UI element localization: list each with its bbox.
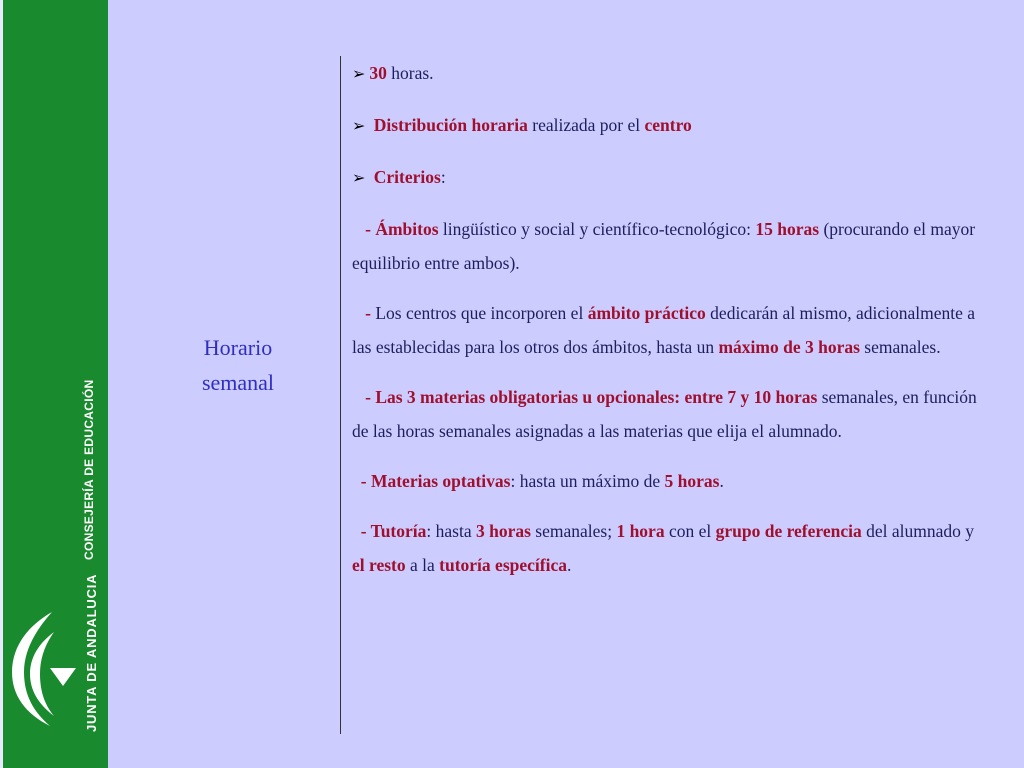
tutoring-group: grupo de referencia — [715, 521, 862, 541]
title-line-1: Horario — [203, 335, 273, 360]
ambitos-text: lingüístico y social y científico-tecnológico: — [438, 219, 756, 239]
arrow-bullet-icon: ➢ — [352, 118, 366, 135]
tutoring-one-hour: 1 hora — [616, 521, 665, 541]
tutoring-rest: el resto — [352, 555, 406, 575]
optional-text: : hasta un máximo de — [510, 471, 665, 491]
optional-label: - Materias optativas — [360, 471, 511, 491]
tutoring-text-1: : hasta — [426, 521, 476, 541]
practical-text-1: Los centros que incorporen el — [375, 303, 588, 323]
ambitos-hours: 15 horas — [755, 219, 820, 239]
section-title — [178, 330, 298, 400]
tutoring-specific: tutoría específica — [439, 555, 567, 575]
tutoring-text-4: del alumnado y — [861, 521, 975, 541]
subjects-text: semanales, en función de las horas semanales asignadas a las materias que elija el alumnado. — [352, 387, 977, 441]
distribution-center: centro — [644, 115, 692, 135]
criteria-colon: : — [440, 167, 446, 187]
item-criteria — [352, 160, 984, 196]
optional-hours: 5 horas — [664, 471, 720, 491]
arrow-bullet-icon: ➢ — [352, 170, 366, 187]
title-line-2: semanal — [201, 370, 275, 395]
ambitos-note: (procurando el mayor equilibrio entre ambos). — [352, 219, 976, 273]
department-label: CONSEJERÍA DE EDUCACIÓN — [82, 379, 96, 560]
tutoring-text-3: con el — [664, 521, 716, 541]
tutoring-text-5: a la — [405, 555, 440, 575]
distribution-text: realizada por el — [527, 115, 645, 135]
sidebar-edge — [0, 0, 3, 768]
practical-text-2: dedicarán al mismo, adicionalmente a las establecidas para los otros dos ámbitos, hasta un — [352, 303, 975, 357]
item-hours — [352, 56, 984, 92]
item-optional — [352, 464, 984, 498]
optional-period: . — [719, 471, 724, 491]
practical-scope: ámbito práctico — [587, 303, 706, 323]
hours-value: 30 — [369, 63, 387, 83]
hours-text: horas. — [386, 63, 434, 83]
item-subjects — [352, 380, 984, 448]
tutoring-label: - Tutoría — [360, 521, 427, 541]
arrow-bullet-icon: ➢ — [352, 66, 366, 83]
practical-text-3: semanales. — [859, 337, 941, 357]
subjects-label: - Las 3 materias obligatorias u opcionales: entre 7 y 10 horas — [365, 387, 818, 407]
criteria-label: Criterios — [373, 167, 441, 187]
sidebar-banner — [0, 0, 108, 768]
government-label: JUNTA DE ANDALUCIA — [84, 573, 99, 732]
tutoring-period: . — [566, 555, 572, 575]
content-area — [352, 56, 984, 598]
practical-max: máximo de 3 horas — [718, 337, 860, 357]
ambitos-label: - Ámbitos — [365, 219, 439, 239]
item-tutoring — [352, 514, 984, 582]
item-ambitos — [352, 212, 984, 280]
item-distribution — [352, 108, 984, 144]
distribution-label: Distribución horaria — [373, 115, 528, 135]
junta-andalucia-logo-icon — [4, 606, 84, 730]
item-practical — [352, 296, 984, 364]
practical-dash: - — [365, 303, 376, 323]
tutoring-hours: 3 horas — [475, 521, 531, 541]
vertical-divider — [340, 56, 341, 734]
tutoring-text-2: semanales; — [530, 521, 617, 541]
